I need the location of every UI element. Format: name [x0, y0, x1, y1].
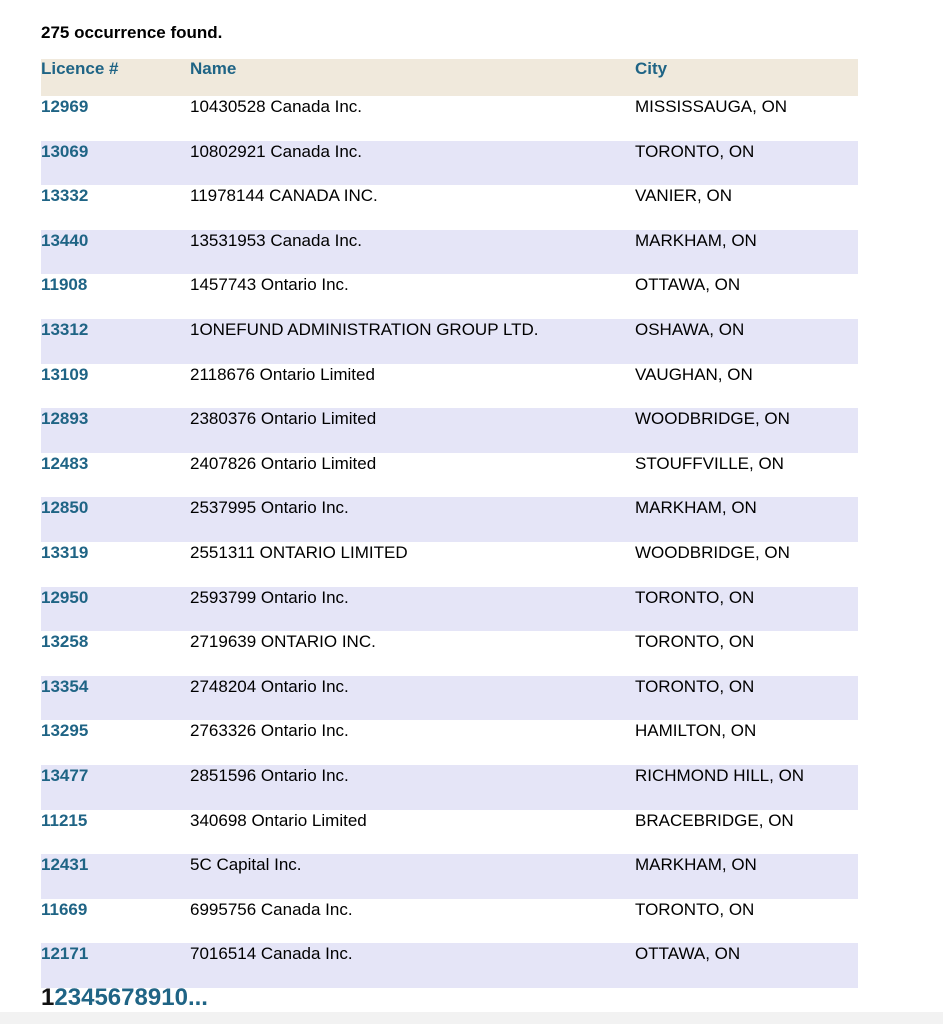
- company-name: 6995756 Canada Inc.: [190, 899, 353, 919]
- licence-link[interactable]: 13332: [41, 186, 89, 206]
- company-name: 2851596 Ontario Inc.: [190, 765, 349, 785]
- licence-link[interactable]: 13440: [41, 230, 89, 250]
- company-city: WOODBRIDGE, ON: [635, 542, 790, 562]
- pagination-page-link[interactable]: 3: [67, 984, 82, 1011]
- licence-link[interactable]: 12969: [41, 97, 89, 116]
- pagination-page-link[interactable]: 10: [161, 984, 188, 1011]
- licence-link[interactable]: 12950: [41, 587, 89, 607]
- table-body: [41, 96, 858, 988]
- table-row: [41, 453, 858, 498]
- licence-link[interactable]: 13258: [41, 632, 89, 652]
- company-city: OTTAWA, ON: [635, 944, 741, 964]
- company-city: STOUFFVILLE, ON: [635, 453, 784, 473]
- licence-link[interactable]: 13319: [41, 542, 89, 562]
- licence-link[interactable]: 11908: [41, 275, 88, 295]
- company-city: MARKHAM, ON: [635, 498, 757, 518]
- company-city: VANIER, ON: [635, 186, 732, 206]
- pagination: [41, 984, 208, 1012]
- company-name: 2763326 Ontario Inc.: [190, 721, 349, 741]
- table-row: [41, 497, 858, 542]
- company-city: MISSISSAUGA, ON: [635, 97, 788, 116]
- pagination-page-link[interactable]: 5: [94, 984, 108, 1011]
- table-row: [41, 542, 858, 587]
- table-row: [41, 676, 858, 721]
- company-name: 10802921 Canada Inc.: [190, 141, 363, 161]
- company-name: 2118676 Ontario Limited: [190, 364, 375, 384]
- company-name: 2551311 ONTARIO LIMITED: [190, 542, 408, 562]
- result-count: 275 occurrence found.: [41, 23, 223, 42]
- table-row: [41, 854, 858, 899]
- table-row: [41, 96, 858, 141]
- company-city: TORONTO, ON: [635, 141, 755, 161]
- pagination-page-link[interactable]: 2: [54, 984, 68, 1011]
- company-name: 11978144 CANADA INC.: [190, 186, 378, 206]
- company-name: 10430528 Canada Inc.: [190, 97, 363, 116]
- licence-link[interactable]: 13069: [41, 141, 89, 161]
- company-name: 2748204 Ontario Inc.: [190, 676, 349, 696]
- pagination-page-link[interactable]: 8: [134, 984, 148, 1011]
- company-name: 2407826 Ontario Limited: [190, 453, 377, 473]
- table-row: [41, 810, 858, 855]
- licence-link[interactable]: 13295: [41, 721, 89, 741]
- table-row: [41, 364, 858, 409]
- table-row: [41, 899, 858, 944]
- company-city: VAUGHAN, ON: [635, 364, 753, 384]
- table-row: [41, 765, 858, 810]
- header-licence-sort-link[interactable]: Licence #: [41, 59, 119, 78]
- company-city: BRACEBRIDGE, ON: [635, 810, 794, 830]
- table-row: [41, 720, 858, 765]
- pagination-more-link[interactable]: ...: [187, 984, 208, 1011]
- company-city: TORONTO, ON: [635, 632, 755, 652]
- company-name: 13531953 Canada Inc.: [190, 230, 363, 250]
- table-row: [41, 141, 858, 186]
- company-name: 2593799 Ontario Inc.: [190, 587, 349, 607]
- pagination-page-link[interactable]: 6: [107, 984, 122, 1011]
- company-city: TORONTO, ON: [635, 587, 755, 607]
- licence-link[interactable]: 13477: [41, 765, 89, 785]
- bottom-edge: [0, 1012, 943, 1024]
- licence-link[interactable]: 12850: [41, 498, 89, 518]
- table-row: [41, 185, 858, 230]
- licence-link[interactable]: 13354: [41, 676, 89, 696]
- company-city: OSHAWA, ON: [635, 319, 745, 339]
- company-name: 2719639 ONTARIO INC.: [190, 632, 376, 652]
- pagination-page-link[interactable]: 9: [147, 984, 162, 1011]
- results-table: [41, 59, 858, 988]
- company-name: 340698 Ontario Limited: [190, 810, 367, 830]
- licence-link[interactable]: 13109: [41, 364, 89, 384]
- header-name-sort-link[interactable]: Name: [190, 59, 237, 78]
- licence-link[interactable]: 13312: [41, 319, 89, 339]
- company-name: 5C Capital Inc.: [190, 855, 302, 875]
- pagination-page-link[interactable]: 4: [81, 984, 95, 1011]
- company-name: 2380376 Ontario Limited: [190, 409, 377, 429]
- licence-link[interactable]: 12483: [41, 453, 89, 473]
- pagination-current-page: 1: [41, 984, 55, 1011]
- company-city: TORONTO, ON: [635, 676, 755, 696]
- company-city: MARKHAM, ON: [635, 230, 757, 250]
- licence-link[interactable]: 11215: [41, 810, 88, 830]
- company-name: 2537995 Ontario Inc.: [190, 498, 349, 518]
- company-city: TORONTO, ON: [635, 899, 755, 919]
- company-city: OTTAWA, ON: [635, 275, 741, 295]
- licence-link[interactable]: 11669: [41, 899, 88, 919]
- company-name: 1ONEFUND ADMINISTRATION GROUP LTD.: [190, 319, 539, 339]
- table-row: [41, 274, 858, 319]
- company-name: 1457743 Ontario Inc.: [190, 275, 349, 295]
- table-row: [41, 943, 858, 988]
- company-city: HAMILTON, ON: [635, 721, 757, 741]
- header-city-sort-link[interactable]: City: [635, 59, 668, 78]
- licence-link[interactable]: 12893: [41, 409, 89, 429]
- pagination-page-link[interactable]: 7: [121, 984, 135, 1011]
- company-city: MARKHAM, ON: [635, 855, 757, 875]
- table-row: [41, 408, 858, 453]
- company-city: WOODBRIDGE, ON: [635, 409, 790, 429]
- table-row: [41, 631, 858, 676]
- table-row: [41, 230, 858, 275]
- company-city: RICHMOND HILL, ON: [635, 765, 805, 785]
- table-header-row: [41, 59, 858, 96]
- licence-link[interactable]: 12171: [41, 944, 89, 964]
- table-row: [41, 319, 858, 364]
- table-row: [41, 587, 858, 632]
- company-name: 7016514 Canada Inc.: [190, 944, 353, 964]
- licence-link[interactable]: 12431: [41, 855, 89, 875]
